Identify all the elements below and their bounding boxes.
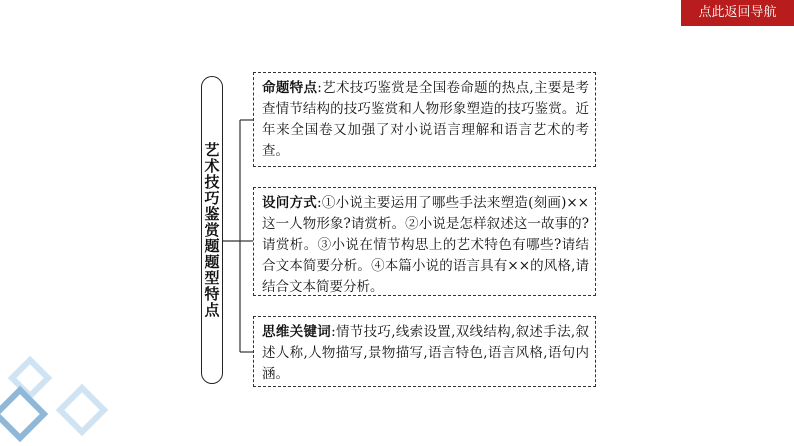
exam-features-label: 命题特点 bbox=[262, 80, 318, 96]
exam-features-box bbox=[253, 72, 596, 167]
question-style-box bbox=[253, 187, 596, 296]
diamond-shape-3 bbox=[60, 388, 104, 432]
keywords-text: :情节技巧,线索设置,双线结构,叙述手法,叙述人称,人物描写,景物描写,语言特色,语言风格,语句内涵。 bbox=[262, 324, 589, 382]
diamond-shape-2 bbox=[0, 390, 44, 438]
topic-label-text: 艺术技巧鉴赏题题型特点 bbox=[202, 142, 221, 318]
keywords-label: 思维关键词 bbox=[262, 324, 332, 340]
exam-features-text: :艺术技巧鉴赏是全国卷命题的热点,主要是考查情节结构的技巧鉴赏和人物形象塑造的技巧鉴赏。近年来全国卷又加强了对小说语言理解和语言艺术的考查。 bbox=[262, 80, 590, 159]
question-style-label: 设问方式 bbox=[262, 195, 318, 211]
diamond-decoration bbox=[0, 350, 120, 446]
question-style-text: :①小说主要运用了哪些手法来塑造(刻画)××这一人物形象?请赏析。②小说是怎样叙述这一故事的?请赏析。③小说在情节构思上的艺术特色有哪些?请结合文本简要分析。④本篇小说的语言具有××的风格,请结合文本简要分析。 bbox=[262, 195, 589, 295]
keywords-box bbox=[253, 316, 596, 387]
back-to-nav-button[interactable]: 点此返回导航 bbox=[681, 0, 794, 26]
